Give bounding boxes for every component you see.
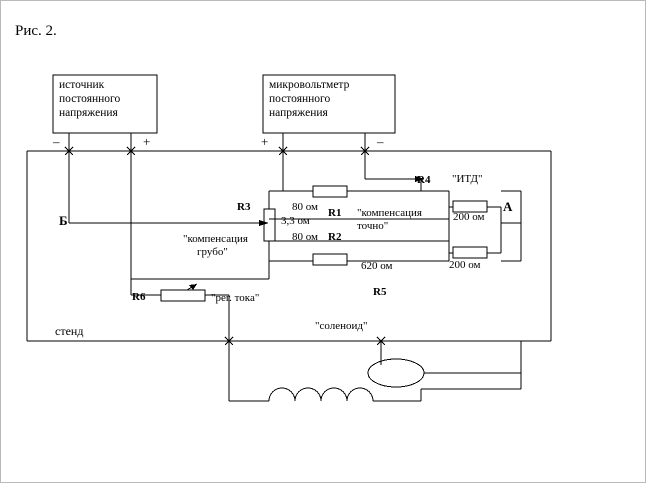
microvoltmeter-line-2: постоянного [269, 93, 331, 105]
r2-value: 80 ом [292, 231, 319, 243]
r4-designator: R4 [417, 174, 431, 186]
dc-source-line-3: напряжения [59, 107, 118, 119]
node-a-label: А [503, 199, 513, 214]
current-regulator-annotation: "рег. тока" [211, 292, 260, 304]
r-right-value: 200 ом [449, 259, 481, 271]
microvoltmeter-terminal-plus: + [261, 134, 269, 149]
r3-body [264, 209, 275, 241]
microvoltmeter-label [269, 78, 349, 120]
r6-designator: R6 [132, 291, 146, 303]
microvoltmeter-line-1: микровольтметр [269, 79, 350, 91]
compensation-fine-line-1: "компенсация [357, 207, 422, 219]
circuit-diagram-svg [1, 1, 646, 483]
dc-source-label [59, 78, 120, 120]
r-right-body [453, 247, 487, 258]
microvoltmeter-terminal-minus: – [377, 134, 384, 149]
figure-title: Рис. 2. [15, 23, 57, 39]
microvoltmeter-line-3: напряжения [269, 107, 328, 119]
r2-designator: R2 [328, 231, 342, 243]
r3-value: 3,3 ом [281, 215, 310, 227]
itd-annotation: "ИТД" [452, 173, 483, 185]
r1-designator: R1 [328, 207, 342, 219]
dc-source-terminal-minus: – [53, 134, 60, 149]
r4-value: 200 ом [453, 211, 485, 223]
stand-annotation: стенд [55, 324, 84, 338]
compensation-coarse-annotation [183, 233, 248, 259]
compensation-coarse-line-1: "компенсация [183, 233, 248, 245]
compensation-fine-line-2: точно" [357, 220, 389, 232]
dc-source-line-1: источник [59, 79, 105, 91]
solenoid-annotation: "соленоид" [315, 320, 368, 332]
r2-body [313, 254, 347, 265]
r6-body [161, 290, 205, 301]
r1-value: 80 ом [292, 201, 319, 213]
r5-designator: R5 [373, 286, 387, 298]
r3-designator: R3 [237, 201, 251, 213]
r5-value: 620 ом [361, 260, 393, 272]
compensation-fine-annotation [357, 207, 422, 233]
node-b-label: Б [59, 213, 68, 228]
r1-body [313, 186, 347, 197]
dc-source-line-2: постоянного [59, 93, 121, 105]
dc-source-terminal-plus: + [143, 134, 151, 149]
compensation-coarse-line-2: грубо" [197, 246, 228, 258]
